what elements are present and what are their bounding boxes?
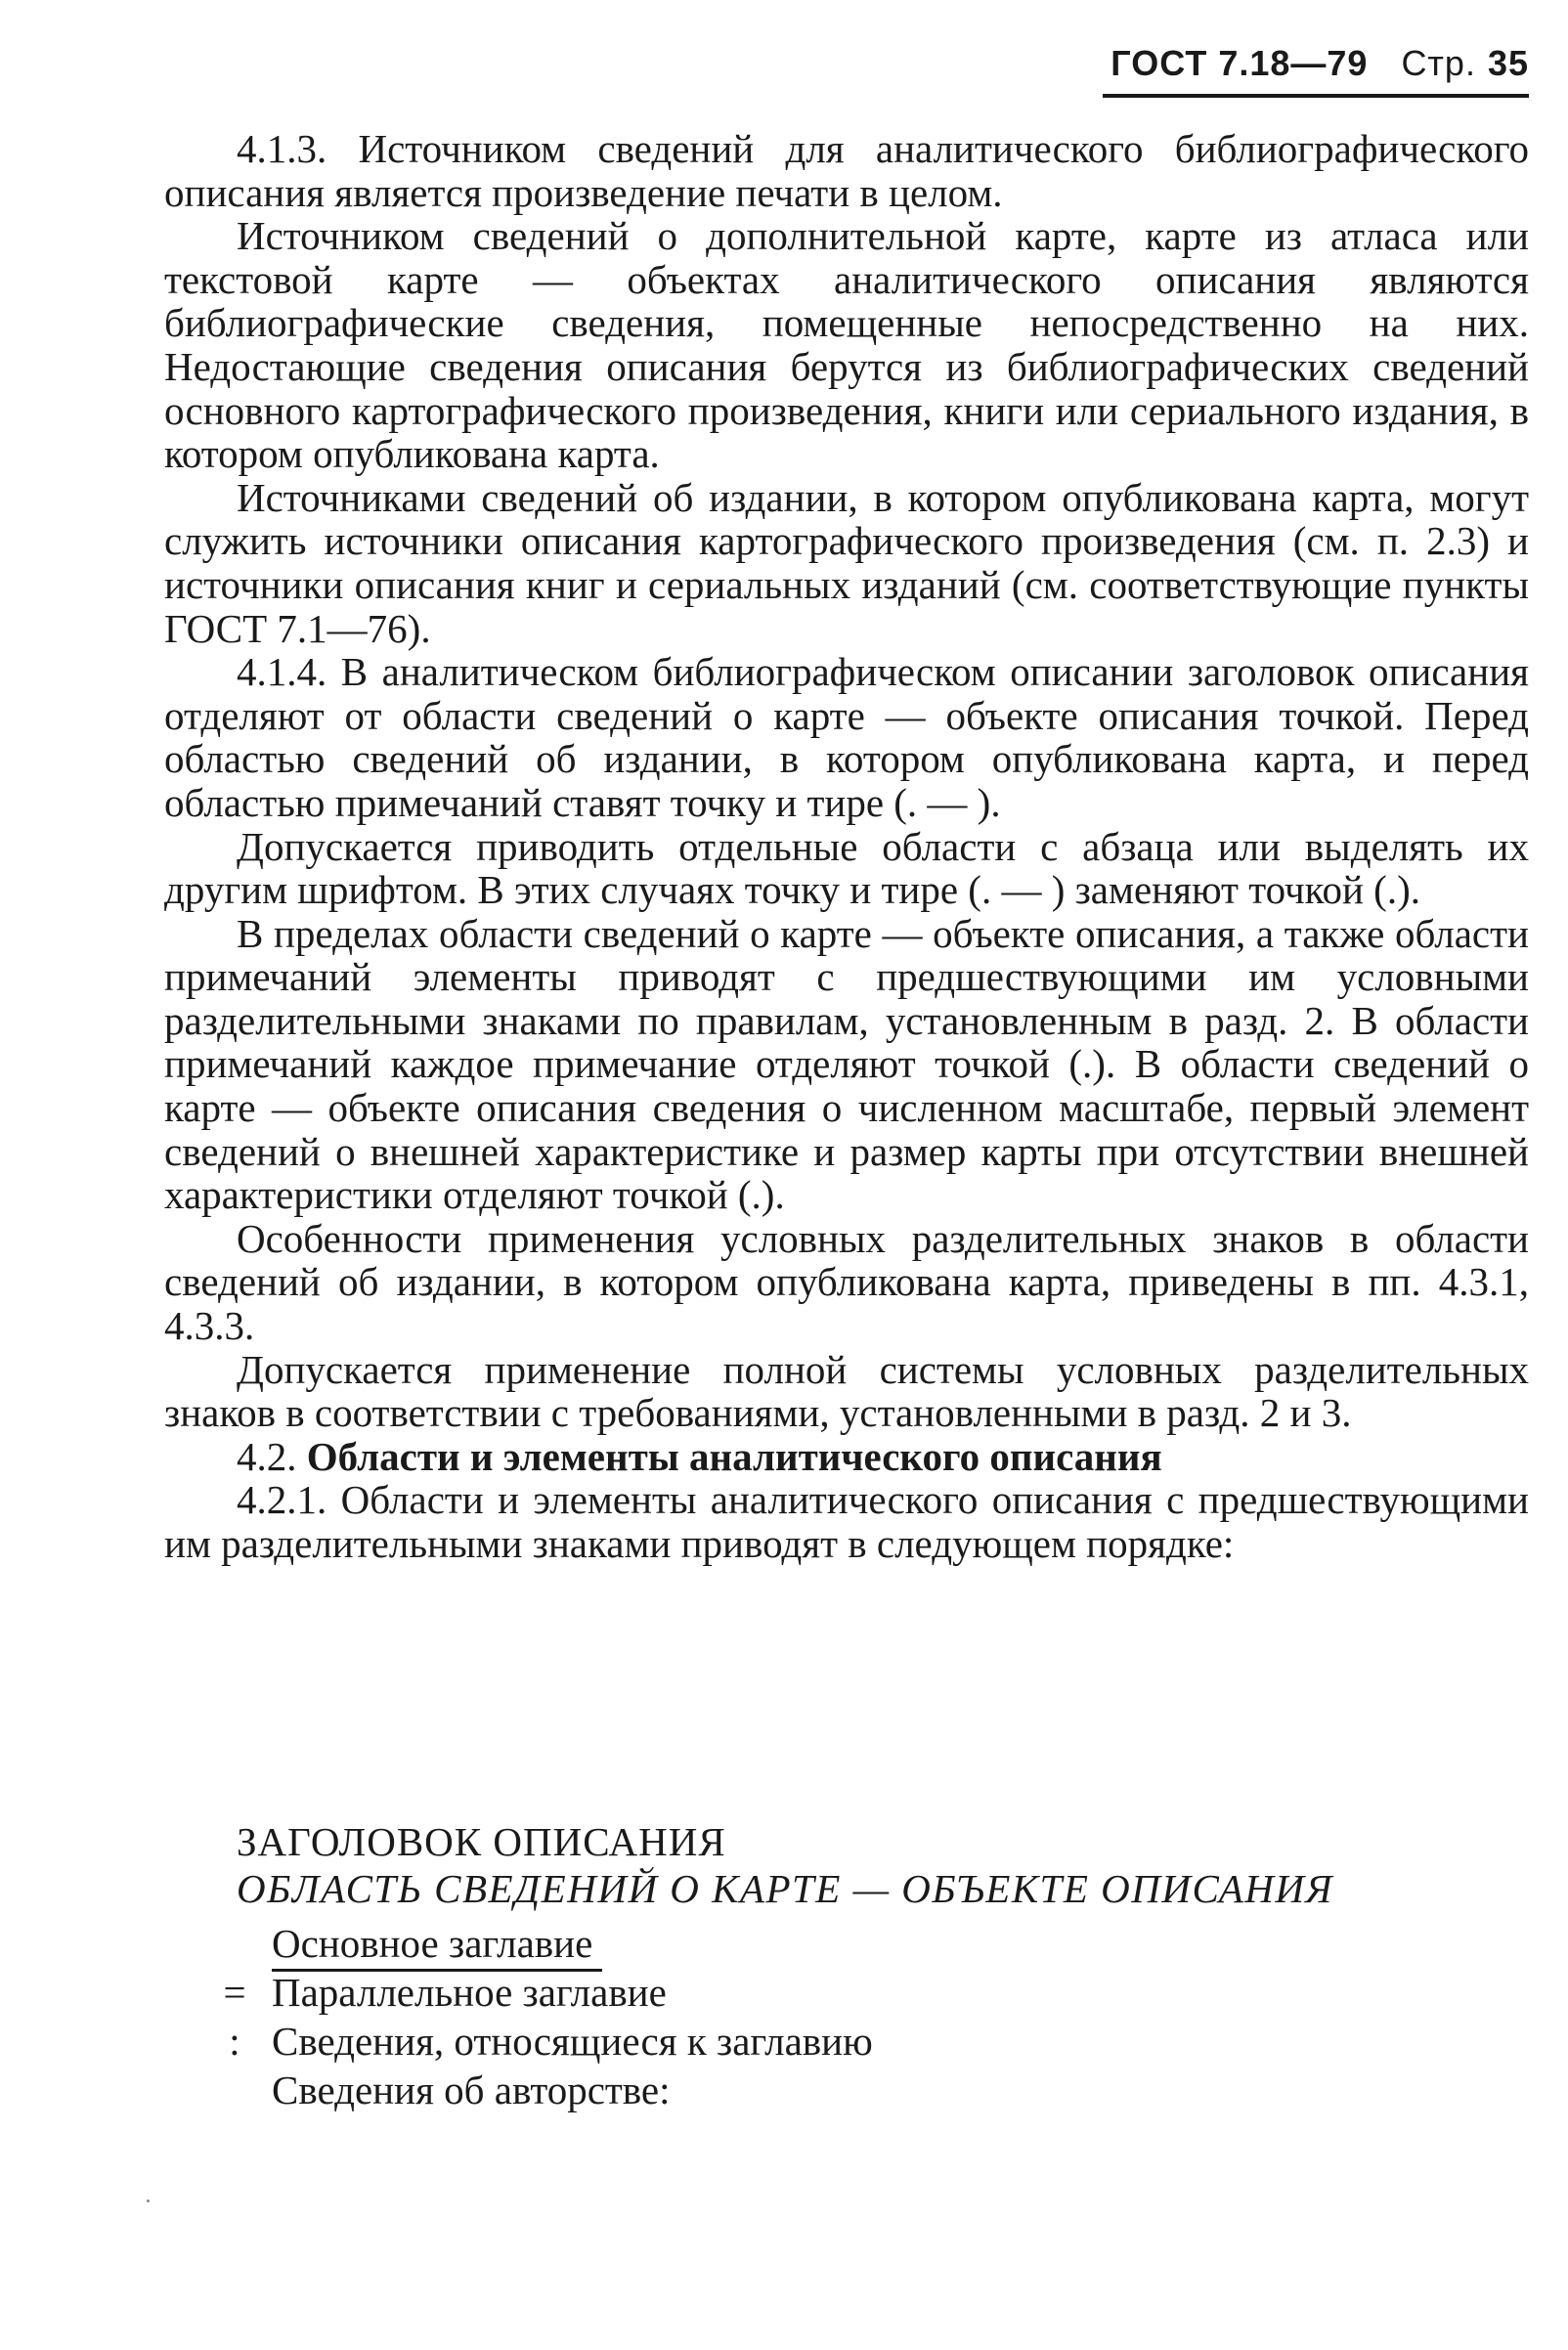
page-number: 35 bbox=[1487, 43, 1529, 83]
paragraph-source-publication: Источниками сведений об издании, в котором опубликована карта, могут служить источники описания картографического произведения (см. п. 2.3) и источники описания книг и сериальных изданий (см. соответствующие пункты ГОСТ 7.1—76). bbox=[164, 474, 1529, 651]
scheme-element-label: Параллельное заглавие bbox=[272, 1970, 667, 2015]
paragraph-separate-areas: Допускается приводить отдельные области с абзаца или выделять их другим шрифтом. В этих случаях точку и тире (. — ) заменяют точкой (.). bbox=[164, 823, 1529, 913]
header-rule bbox=[1103, 94, 1529, 98]
scheme-separator: : bbox=[229, 2019, 240, 2064]
paragraph-separator-features: Особенности применения условных разделительных знаков в области сведений об издании, в котором опубликована карта, приведены в пп. 4.3.1, 4.3.3. bbox=[164, 1215, 1529, 1349]
section-title: Области и элементы аналитического описания bbox=[306, 1433, 1162, 1479]
standard-number: ГОСТ 7.18—79 bbox=[1111, 43, 1369, 83]
scheme-element bbox=[164, 1969, 1529, 2018]
section-heading-4-2 bbox=[164, 1435, 1529, 1479]
scheme-element bbox=[164, 1920, 1529, 1969]
scan-speck bbox=[147, 2199, 150, 2202]
page-label: Стр. bbox=[1401, 43, 1476, 83]
scheme-area-title: ОБЛАСТЬ СВЕДЕНИЙ О КАРТЕ — ОБЪЕКТЕ ОПИСАНИЯ bbox=[237, 1866, 1333, 1911]
paragraph-full-separator-system: Допускается применение полной системы условных разделительных знаков в соответствии с требованиями, установленными в разд. 2 и 3. bbox=[164, 1346, 1529, 1436]
paragraph-4-1-3: 4.1.3. Источником сведений для аналитического библиографического описания является произведение печати в целом. bbox=[164, 126, 1529, 215]
description-scheme bbox=[164, 1818, 1529, 2115]
document-body bbox=[164, 127, 1529, 1566]
scheme-separator: = bbox=[223, 1970, 246, 2015]
paragraph-4-2-1: 4.2.1. Области и элементы аналитического описания с предшествующими им разделительными знаками приводят в следующем порядке: bbox=[164, 1477, 1529, 1566]
section-number: 4.2. bbox=[237, 1433, 297, 1479]
paragraph-area-elements: В пределах области сведений о карте — объекте описания, а также области примечаний элементы приводят с предшествующими им условными разделительными знаками по правилам, установленным в разд. 2. В области примечаний каждое примечание отделяют точкой (.). В области сведений о карте — объекте описания сведения о численном масштабе, первый элемент сведений о внешней характеристике и размер карты при отсутствии внешней характеристики отделяют точкой (.). bbox=[164, 910, 1529, 1218]
scheme-heading-line: ЗАГОЛОВОК ОПИСАНИЯ bbox=[237, 1819, 726, 1864]
scheme-element bbox=[164, 2067, 1529, 2115]
page-header bbox=[1103, 43, 1529, 92]
paragraph-4-1-4: 4.1.4. В аналитическом библиографическом описании заголовок описания отделяют от области сведений о карте — объекте описания точкой. Перед областью сведений об издании, в котором опубликована карта, и перед областью примечаний ставят точку и тире (. — ). bbox=[164, 649, 1529, 825]
scheme-element-label: Сведения, относящиеся к заглавию bbox=[272, 2019, 873, 2064]
scheme-element bbox=[164, 2018, 1529, 2067]
scheme-element-label: Сведения об авторстве: bbox=[272, 2067, 671, 2112]
paragraph-source-additional-map: Источником сведений о дополнительной карте, карте из атласа или текстовой карте — объектах аналитического описания являются библиографические сведения, помещенные непосредственно на них. Недостающие сведения описания берутся из библиографических сведений основного картографического произведения, книги или сериального издания, в котором опубликована карта. bbox=[164, 213, 1529, 477]
scheme-element-label: Основное заглавие bbox=[272, 1920, 602, 1972]
